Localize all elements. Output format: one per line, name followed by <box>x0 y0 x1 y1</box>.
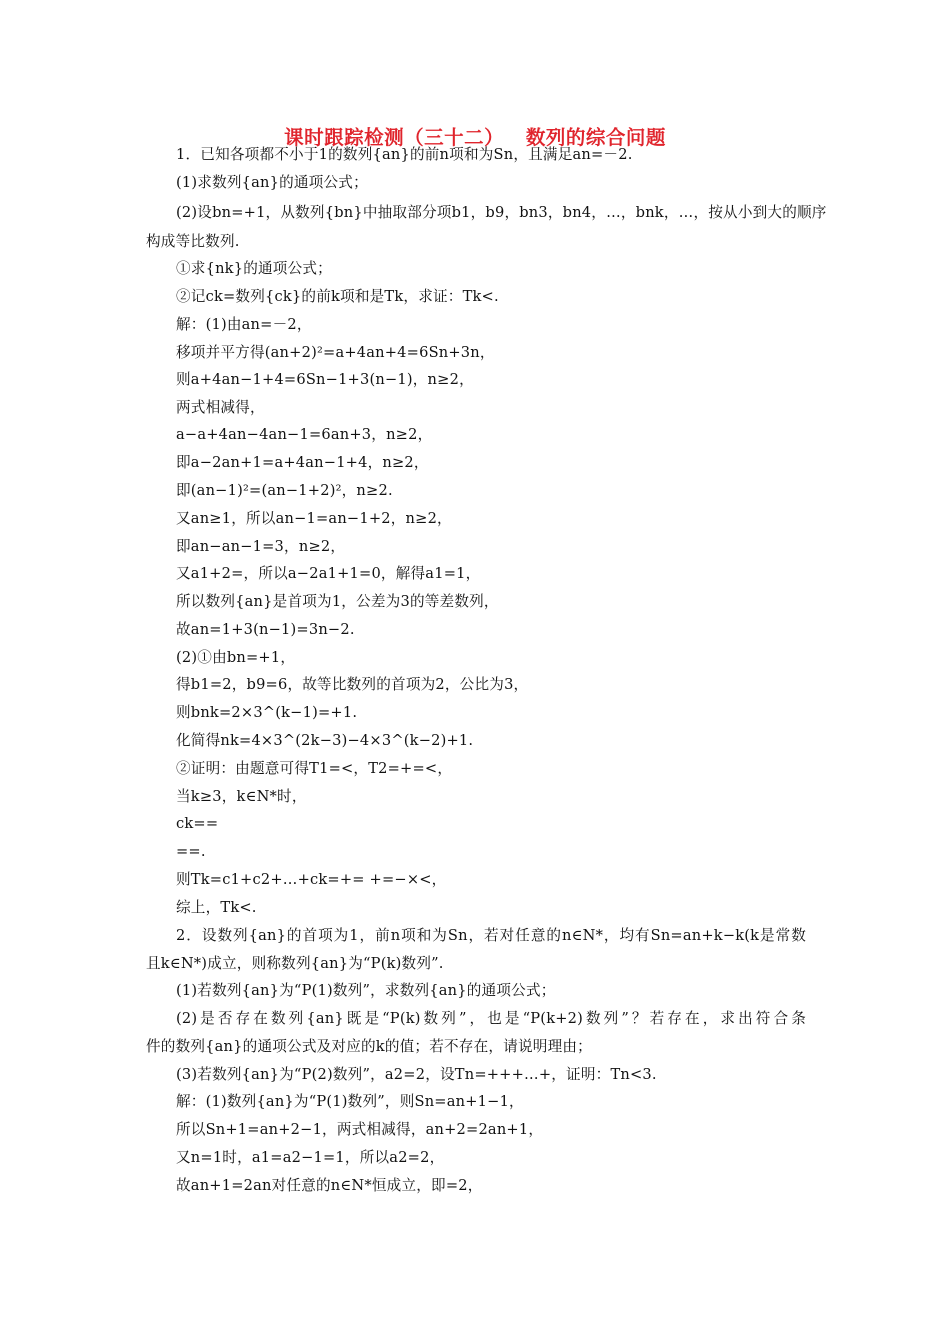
text-line: (1)求数列{an}的通项公式； <box>176 174 368 191</box>
text-line: ②证明：由题意可得T1=<，T2=+=<， <box>176 760 453 777</box>
text-line: 又n=1时，a1=a2−1=1，所以a2=2， <box>176 1149 445 1166</box>
text-line: 两式相减得， <box>176 399 265 416</box>
text-line: 移项并平方得(an+2)²=a+4an+4=6Sn+3n， <box>176 344 495 361</box>
text-line: 故an+1=2an对任意的n∈N*恒成立，即=2， <box>176 1177 483 1194</box>
text-line: (3)若数列{an}为“P(2)数列”，a2=2，设Tn=+++…+，证明：Tn<3. <box>176 1066 657 1083</box>
text-line: ck== <box>176 815 219 832</box>
text-line: ②记ck=数列{ck}的前k项和是Tk，求证：Tk<. <box>176 288 499 305</box>
text-line: (2)①由bn=+1， <box>176 649 296 666</box>
text-line: 当k≥3，k∈N*时， <box>176 788 307 805</box>
text-line: (2)设bn=+1，从数列{bn}中抽取部分项b1，b9，bn3，bn4，…，bnk，…，按从小到大的顺序 <box>176 204 827 221</box>
text-line: 1．已知各项都不小于1的数列{an}的前n项和为Sn，且满足an=－2. <box>176 146 633 163</box>
text-line: 件的数列{an}的通项公式及对应的k的值；若不存在，请说明理由； <box>146 1038 592 1055</box>
text-line: ==. <box>176 843 206 860</box>
text-line: 解：(1)数列{an}为“P(1)数列”，则Sn=an+1−1， <box>176 1093 524 1110</box>
text-line: (2)是否存在数列{an}既是“P(k)数列”，也是“P(k+2)数列”？若存在，求出符合条 <box>176 1010 806 1027</box>
text-line: 则bnk=2×3^(k−1)=+1. <box>176 704 358 721</box>
text-line: 则a+4an−1+4=6Sn−1+3(n−1)，n≥2， <box>176 371 474 388</box>
page-title: 课时跟踪检测（三十二） 数列的综合问题 <box>284 126 666 149</box>
text-line: 构成等比数列. <box>146 233 240 250</box>
text-line: a−a+4an−4an−1=6an+3，n≥2， <box>176 426 433 443</box>
text-line: 且k∈N*)成立，则称数列{an}为“P(k)数列”. <box>146 955 444 972</box>
text-line: (1)若数列{an}为“P(1)数列”，求数列{an}的通项公式； <box>176 982 556 999</box>
text-line: 得b1=2，b9=6，故等比数列的首项为2，公比为3， <box>176 676 529 693</box>
text-line: 又an≥1，所以an−1=an−1+2，n≥2， <box>176 510 452 527</box>
text-line: 2．设数列{an}的首项为1，前n项和为Sn，若对任意的n∈N*，均有Sn=an+k−k(k是常数 <box>176 927 806 944</box>
text-line: 则Tk=c1+c2+…+ck=+= +=−×<， <box>176 871 447 888</box>
text-line: 故an=1+3(n−1)=3n−2. <box>176 621 355 638</box>
text-line: 即a−2an+1=a+4an−1+4，n≥2， <box>176 454 429 471</box>
text-line: 又a1+2=，所以a−2a1+1=0，解得a1=1， <box>176 565 481 582</box>
text-line: 所以数列{an}是首项为1，公差为3的等差数列， <box>176 593 499 610</box>
text-line: 化简得nk=4×3^(2k−3)−4×3^(k−2)+1. <box>176 732 474 749</box>
text-line: 所以Sn+1=an+2−1，两式相减得，an+2=2an+1， <box>176 1121 544 1138</box>
text-line: 综上，Tk<. <box>176 899 257 916</box>
text-line: 即an−an−1=3，n≥2， <box>176 538 346 555</box>
text-line: ①求{nk}的通项公式； <box>176 260 332 277</box>
text-line: 解：(1)由an=－2， <box>176 316 312 333</box>
text-line: 即(an−1)²=(an−1+2)²，n≥2. <box>176 482 393 499</box>
